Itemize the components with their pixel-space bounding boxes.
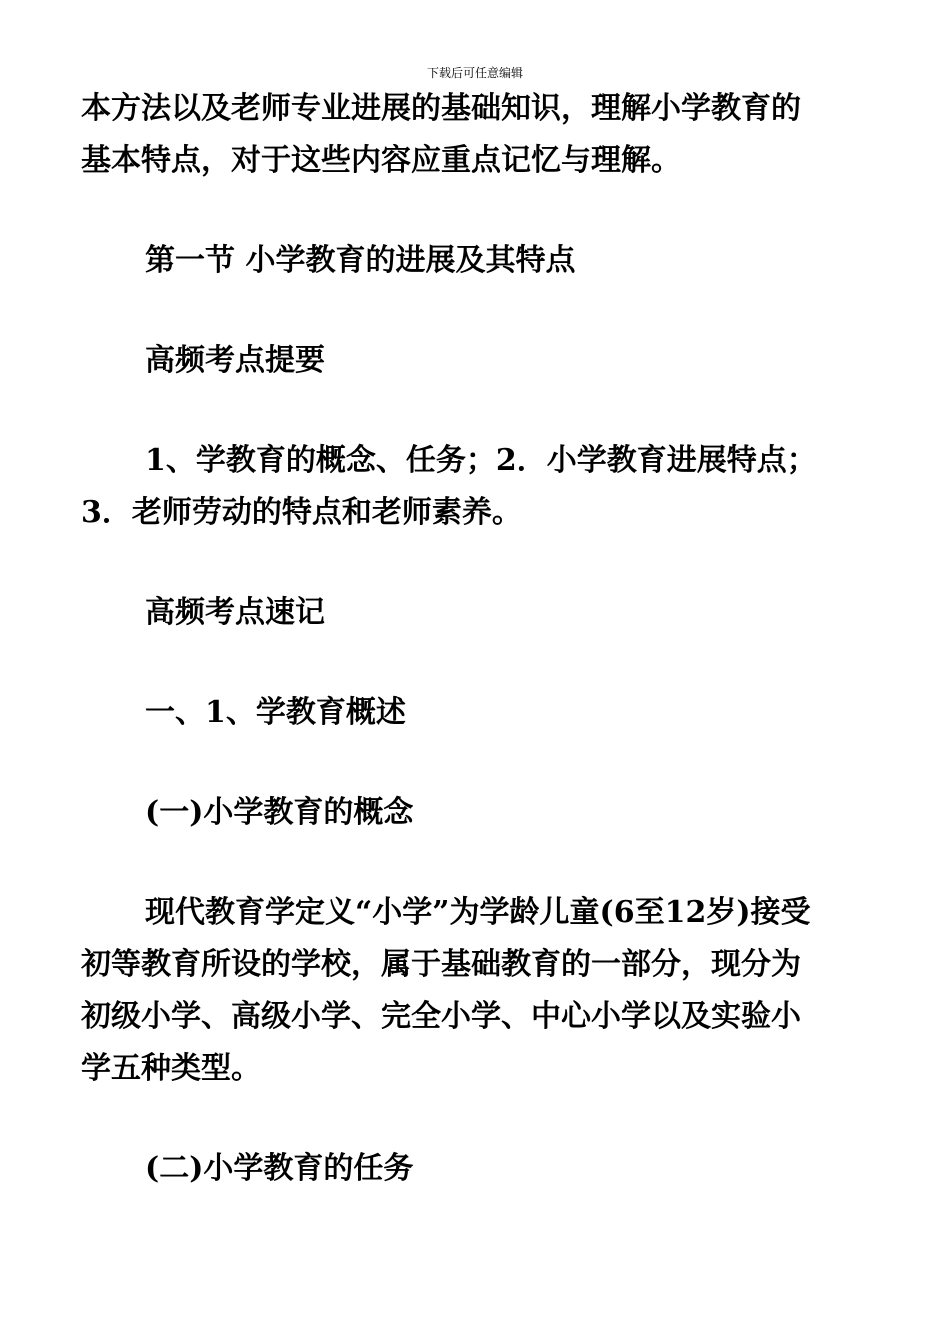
paragraph-line: 现代教育学定义“小学”为学龄儿童(6至12岁)接受 xyxy=(145,895,811,930)
subheading-key-points: 高频考点提要 xyxy=(145,343,325,378)
paragraph-line: 基本特点，对于这些内容应重点记忆与理解。 xyxy=(81,143,681,178)
paragraph-line: 本方法以及老师专业进展的基础知识，理解小学教育的 xyxy=(81,91,801,126)
paragraph-line: 初等教育所设的学校，属于基础教育的一部分，现分为 xyxy=(81,947,801,982)
page-header-note: 下载后可任意编辑 xyxy=(426,66,523,80)
subheading-concept: (一)小学教育的概念 xyxy=(145,795,414,830)
paragraph-line: 初级小学、高级小学、完全小学、中心小学以及实验小 xyxy=(81,999,801,1034)
section-heading: 第一节 小学教育的进展及其特点 xyxy=(145,243,576,278)
subheading-overview: 一、1、学教育概述 xyxy=(145,695,406,730)
paragraph-line: 学五种类型。 xyxy=(81,1051,261,1086)
paragraph-line: 1、学教育的概念、任务；2．小学教育进展特点； xyxy=(145,443,817,478)
document-body xyxy=(81,83,861,1195)
subheading-tasks: (二)小学教育的任务 xyxy=(145,1151,414,1186)
paragraph-line: 3．老师劳动的特点和老师素养。 xyxy=(81,495,522,530)
subheading-quick-notes: 高频考点速记 xyxy=(145,595,325,630)
